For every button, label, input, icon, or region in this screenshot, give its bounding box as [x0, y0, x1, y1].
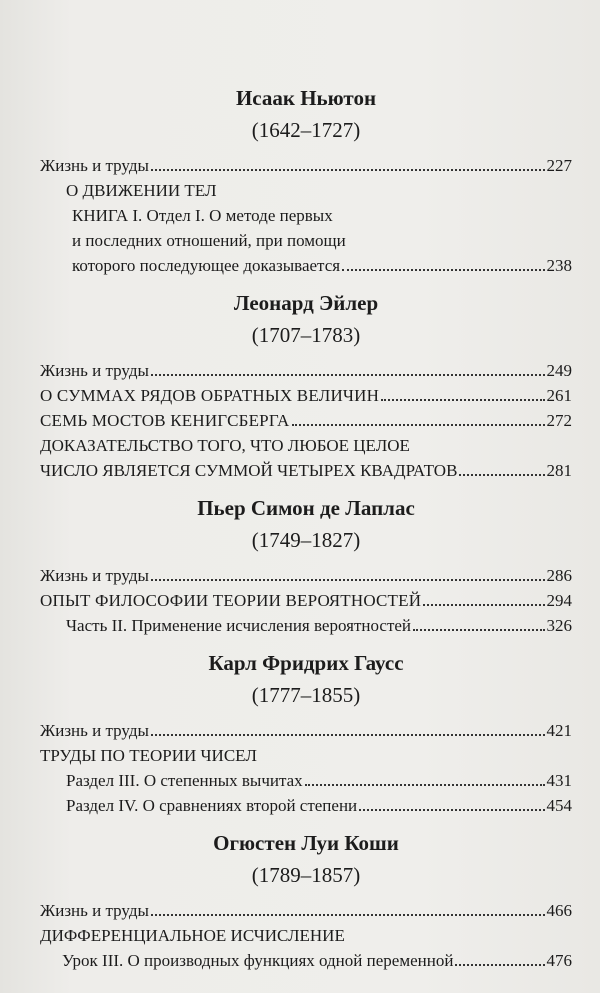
toc-entry[interactable] — [40, 153, 572, 178]
toc-entry[interactable] — [40, 563, 572, 588]
toc-entry[interactable] — [40, 358, 572, 383]
section-newton — [40, 85, 572, 278]
section-cauchy — [40, 830, 572, 973]
author-years: (1642–1727) — [251, 118, 361, 142]
page-number: 286 — [546, 566, 572, 585]
leader-dots — [359, 809, 544, 811]
toc-entry[interactable] — [40, 718, 572, 743]
toc-entry-multiline[interactable] — [40, 433, 572, 483]
leader-dots — [423, 604, 544, 606]
entry-title: Жизнь и труды — [40, 361, 149, 380]
page-number: 272 — [546, 411, 572, 430]
author-name: Огюстен Луи Коши — [213, 831, 399, 855]
entry-title: ТРУДЫ ПО ТЕОРИИ ЧИСЕЛ — [40, 746, 257, 765]
entry-title: ДИФФЕРЕНЦИАЛЬНОЕ ИСЧИСЛЕНИЕ — [40, 926, 345, 945]
author-name: Леонард Эйлер — [233, 291, 379, 315]
entry-title: Раздел III. О степенных вычитах — [66, 771, 303, 790]
entry-title: Жизнь и труды — [40, 566, 149, 585]
entry-title-line: ЧИСЛО ЯВЛЯЕТСЯ СУММОЙ ЧЕТЫРЕХ КВАДРАТОВ — [40, 461, 458, 480]
entry-last-line — [72, 253, 572, 278]
toc-entry[interactable] — [40, 178, 572, 203]
entry-title: СЕМЬ МОСТОВ КЕНИГСБЕРГА — [40, 411, 290, 430]
entry-title: Урок III. О производных функциях одной переменной — [62, 951, 454, 970]
entry-title: О СУММАХ РЯДОВ ОБРАТНЫХ ВЕЛИЧИН — [40, 386, 380, 405]
entry-title-line: КНИГА I. Отдел I. О методе первых — [72, 206, 333, 225]
table-of-contents — [40, 85, 572, 973]
entry-title: ОПЫТ ФИЛОСОФИИ ТЕОРИИ ВЕРОЯТНОСТЕЙ — [40, 591, 422, 610]
leader-dots — [342, 269, 544, 271]
page-number: 454 — [546, 796, 572, 815]
page-number: 421 — [546, 721, 572, 740]
leader-dots — [151, 374, 545, 376]
author-years: (1707–1783) — [251, 323, 361, 347]
entry-title-line: которого последующее доказывается — [72, 256, 341, 275]
author-name: Исаак Ньютон — [235, 86, 377, 110]
page-number: 249 — [546, 361, 572, 380]
author-name: Пьер Симон де Лаплас — [197, 496, 415, 520]
entry-title: Жизнь и труды — [40, 901, 149, 920]
entry-title: Жизнь и труды — [40, 156, 149, 175]
toc-entry[interactable] — [40, 383, 572, 408]
page-number: 261 — [546, 386, 572, 405]
section-gauss — [40, 650, 572, 818]
entry-title: Жизнь и труды — [40, 721, 149, 740]
section-laplace — [40, 495, 572, 638]
toc-entry[interactable] — [40, 743, 572, 768]
section-euler — [40, 290, 572, 483]
toc-entry[interactable] — [40, 768, 572, 793]
author-years: (1777–1855) — [251, 683, 361, 707]
toc-entry-multiline[interactable] — [40, 203, 572, 278]
toc-entry[interactable] — [40, 793, 572, 818]
leader-dots — [459, 474, 544, 476]
entry-title: Раздел IV. О сравнениях второй степени — [66, 796, 358, 815]
page-number: 281 — [546, 461, 572, 480]
author-years: (1789–1857) — [251, 863, 361, 887]
leader-dots — [151, 169, 545, 171]
entry-title: Часть II. Применение исчисления вероятностей — [66, 616, 412, 635]
toc-entry[interactable] — [40, 408, 572, 433]
page-number: 476 — [546, 951, 572, 970]
leader-dots — [151, 734, 545, 736]
page-number: 294 — [546, 591, 572, 610]
toc-entry[interactable] — [40, 588, 572, 613]
entry-title-line: ДОКАЗАТЕЛЬСТВО ТОГО, ЧТО ЛЮБОЕ ЦЕЛОЕ — [40, 436, 410, 455]
leader-dots — [455, 964, 544, 966]
author-name: Карл Фридрих Гаусс — [208, 651, 404, 675]
entry-last-line — [40, 458, 572, 483]
entry-title-line: и последних отношений, при помощи — [72, 231, 346, 250]
page-number: 238 — [546, 256, 572, 275]
page-number: 326 — [546, 616, 572, 635]
leader-dots — [151, 914, 545, 916]
leader-dots — [305, 784, 545, 786]
entry-title: О ДВИЖЕНИИ ТЕЛ — [66, 181, 217, 200]
leader-dots — [381, 399, 544, 401]
toc-entry[interactable] — [40, 948, 572, 973]
leader-dots — [413, 629, 544, 631]
toc-entry[interactable] — [40, 613, 572, 638]
page-number: 431 — [546, 771, 572, 790]
author-years: (1749–1827) — [251, 528, 361, 552]
page-number: 466 — [546, 901, 572, 920]
toc-entry[interactable] — [40, 898, 572, 923]
leader-dots — [292, 424, 545, 426]
page-number: 227 — [546, 156, 572, 175]
leader-dots — [151, 579, 545, 581]
toc-entry[interactable] — [40, 923, 572, 948]
